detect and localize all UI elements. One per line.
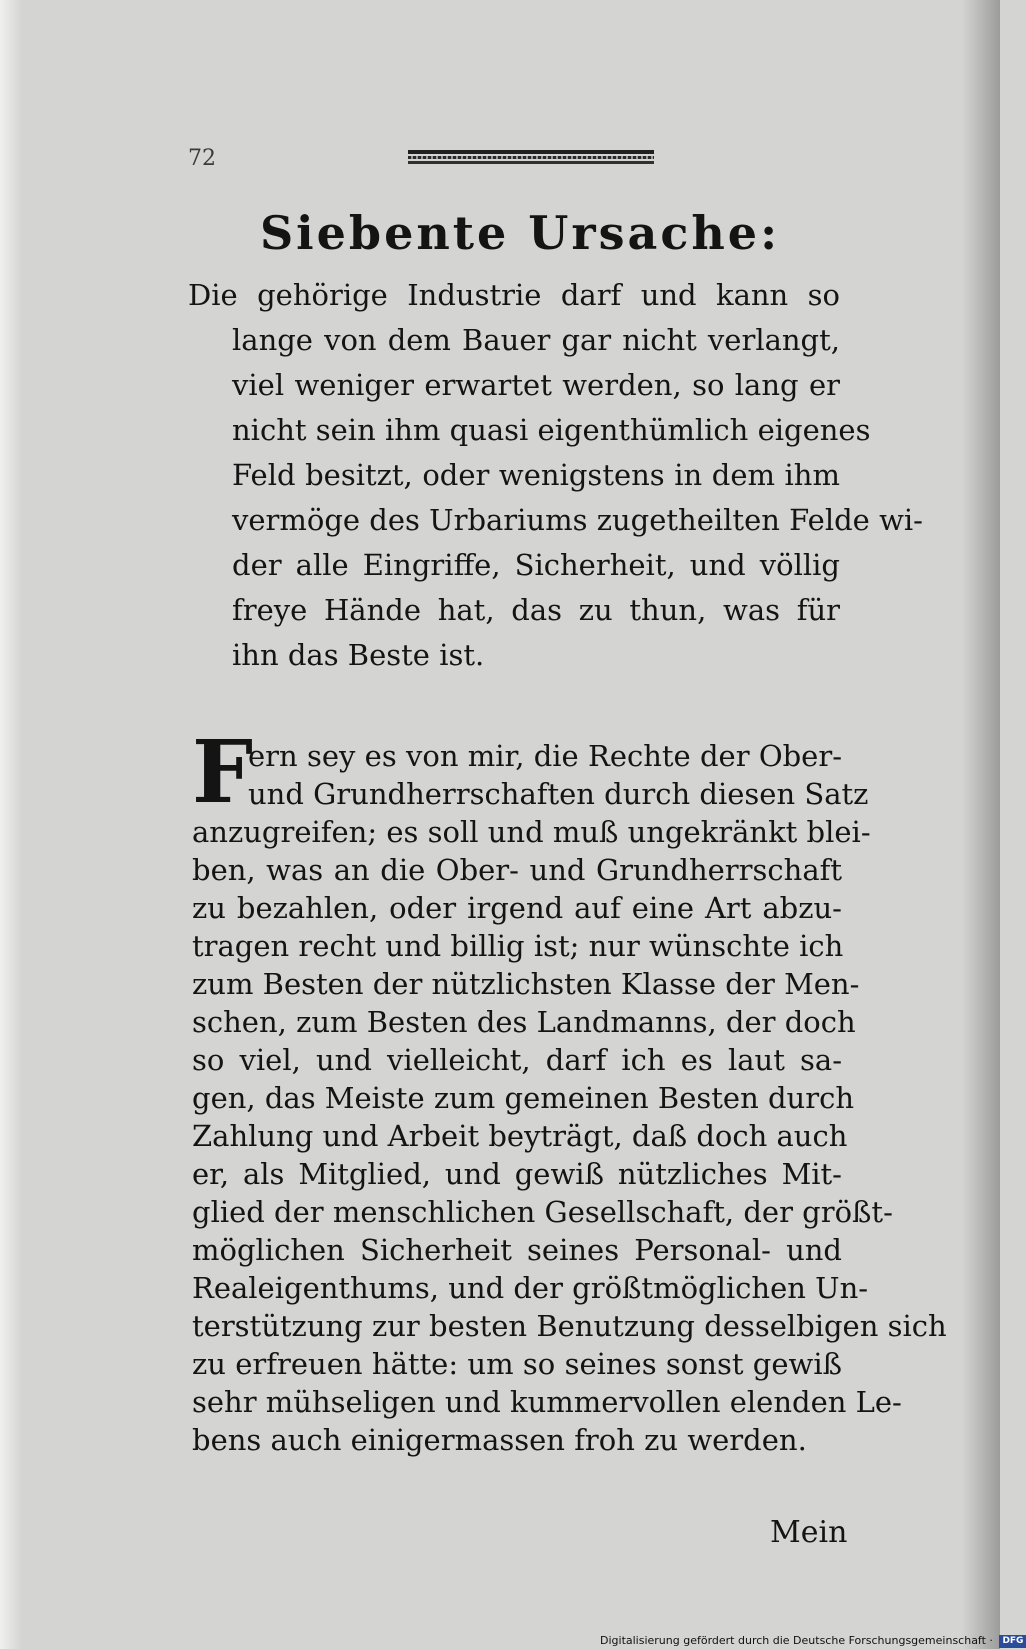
thesis-line: Die gehörige Industrie darf und kann so — [188, 278, 840, 312]
body-line: und Grundherrschaften durch diesen Satz — [248, 777, 869, 811]
body-line: zu erfreuen hätte: um so seines sonst gewiß — [192, 1347, 842, 1381]
body-line: möglichen Sicherheit seines Personal- und — [192, 1233, 842, 1267]
drop-cap: F — [192, 722, 254, 823]
body-line: er, als Mitglied, und gewiß nützliches Mit- — [192, 1157, 842, 1191]
body-line: so viel, und vielleicht, darf ich es laut sa- — [192, 1043, 842, 1077]
body-line: sehr mühseligen und kummervollen elenden Le- — [192, 1385, 902, 1419]
page-number: 72 — [188, 146, 216, 171]
header-ornament-rule — [408, 150, 654, 164]
thesis-line: vermöge des Urbariums zugetheilten Felde wi- — [232, 503, 923, 537]
body-line: bens auch einigermassen froh zu werden. — [192, 1423, 807, 1457]
body-line: gen, das Meiste zum gemeinen Besten durch — [192, 1081, 855, 1115]
thesis-line: Feld besitzt, oder wenigstens in dem ihm — [232, 458, 840, 492]
body-line: anzugreifen; es soll und muß ungekränkt blei- — [192, 815, 871, 849]
body-line: schen, zum Besten des Landmanns, der doch — [192, 1005, 856, 1039]
body-line: Realeigenthums, und der größtmöglichen Un- — [192, 1271, 869, 1305]
thesis-line: der alle Eingriffe, Sicherheit, und völlig — [232, 548, 840, 582]
thesis-line: nicht sein ihm quasi eigenthümlich eigenes — [232, 413, 871, 447]
digitization-credit: Digitalisierung gefördert durch die Deutsche Forschungsgemeinschaft · DFG — [600, 1633, 992, 1649]
chapter-title: Siebente Ursache: — [259, 206, 781, 260]
catchword: Mein — [770, 1515, 848, 1550]
thesis-line: lange von dem Bauer gar nicht verlangt, — [232, 323, 840, 357]
body-line: zu bezahlen, oder irgend auf eine Art abzu- — [192, 891, 842, 925]
thesis-line: viel weniger erwartet werden, so lang er — [232, 368, 840, 402]
dfg-logo: DFG — [999, 1635, 1026, 1648]
body-line: glied der menschlichen Gesellschaft, der größt- — [192, 1195, 893, 1229]
scan-edge-left — [0, 0, 22, 1649]
thesis-line: ihn das Beste ist. — [232, 638, 485, 672]
body-line: ben, was an die Ober- und Grundherrschaft — [192, 853, 842, 887]
body-line: zum Besten der nützlichsten Klasse der Men- — [192, 967, 860, 1001]
body-line: terstützung zur besten Benutzung desselbigen sich — [192, 1309, 947, 1343]
credit-text: Digitalisierung gefördert durch die Deutsche Forschungsgemeinschaft — [600, 1634, 986, 1647]
body-line: Zahlung und Arbeit beyträgt, daß doch auch — [192, 1119, 848, 1153]
body-line: tragen recht und billig ist; nur wünschte ich — [192, 929, 844, 963]
scan-edge-right — [962, 0, 1000, 1649]
body-line: ern sey es von mir, die Rechte der Ober- — [248, 739, 842, 773]
thesis-line: freye Hände hat, das zu thun, was für — [232, 593, 840, 627]
